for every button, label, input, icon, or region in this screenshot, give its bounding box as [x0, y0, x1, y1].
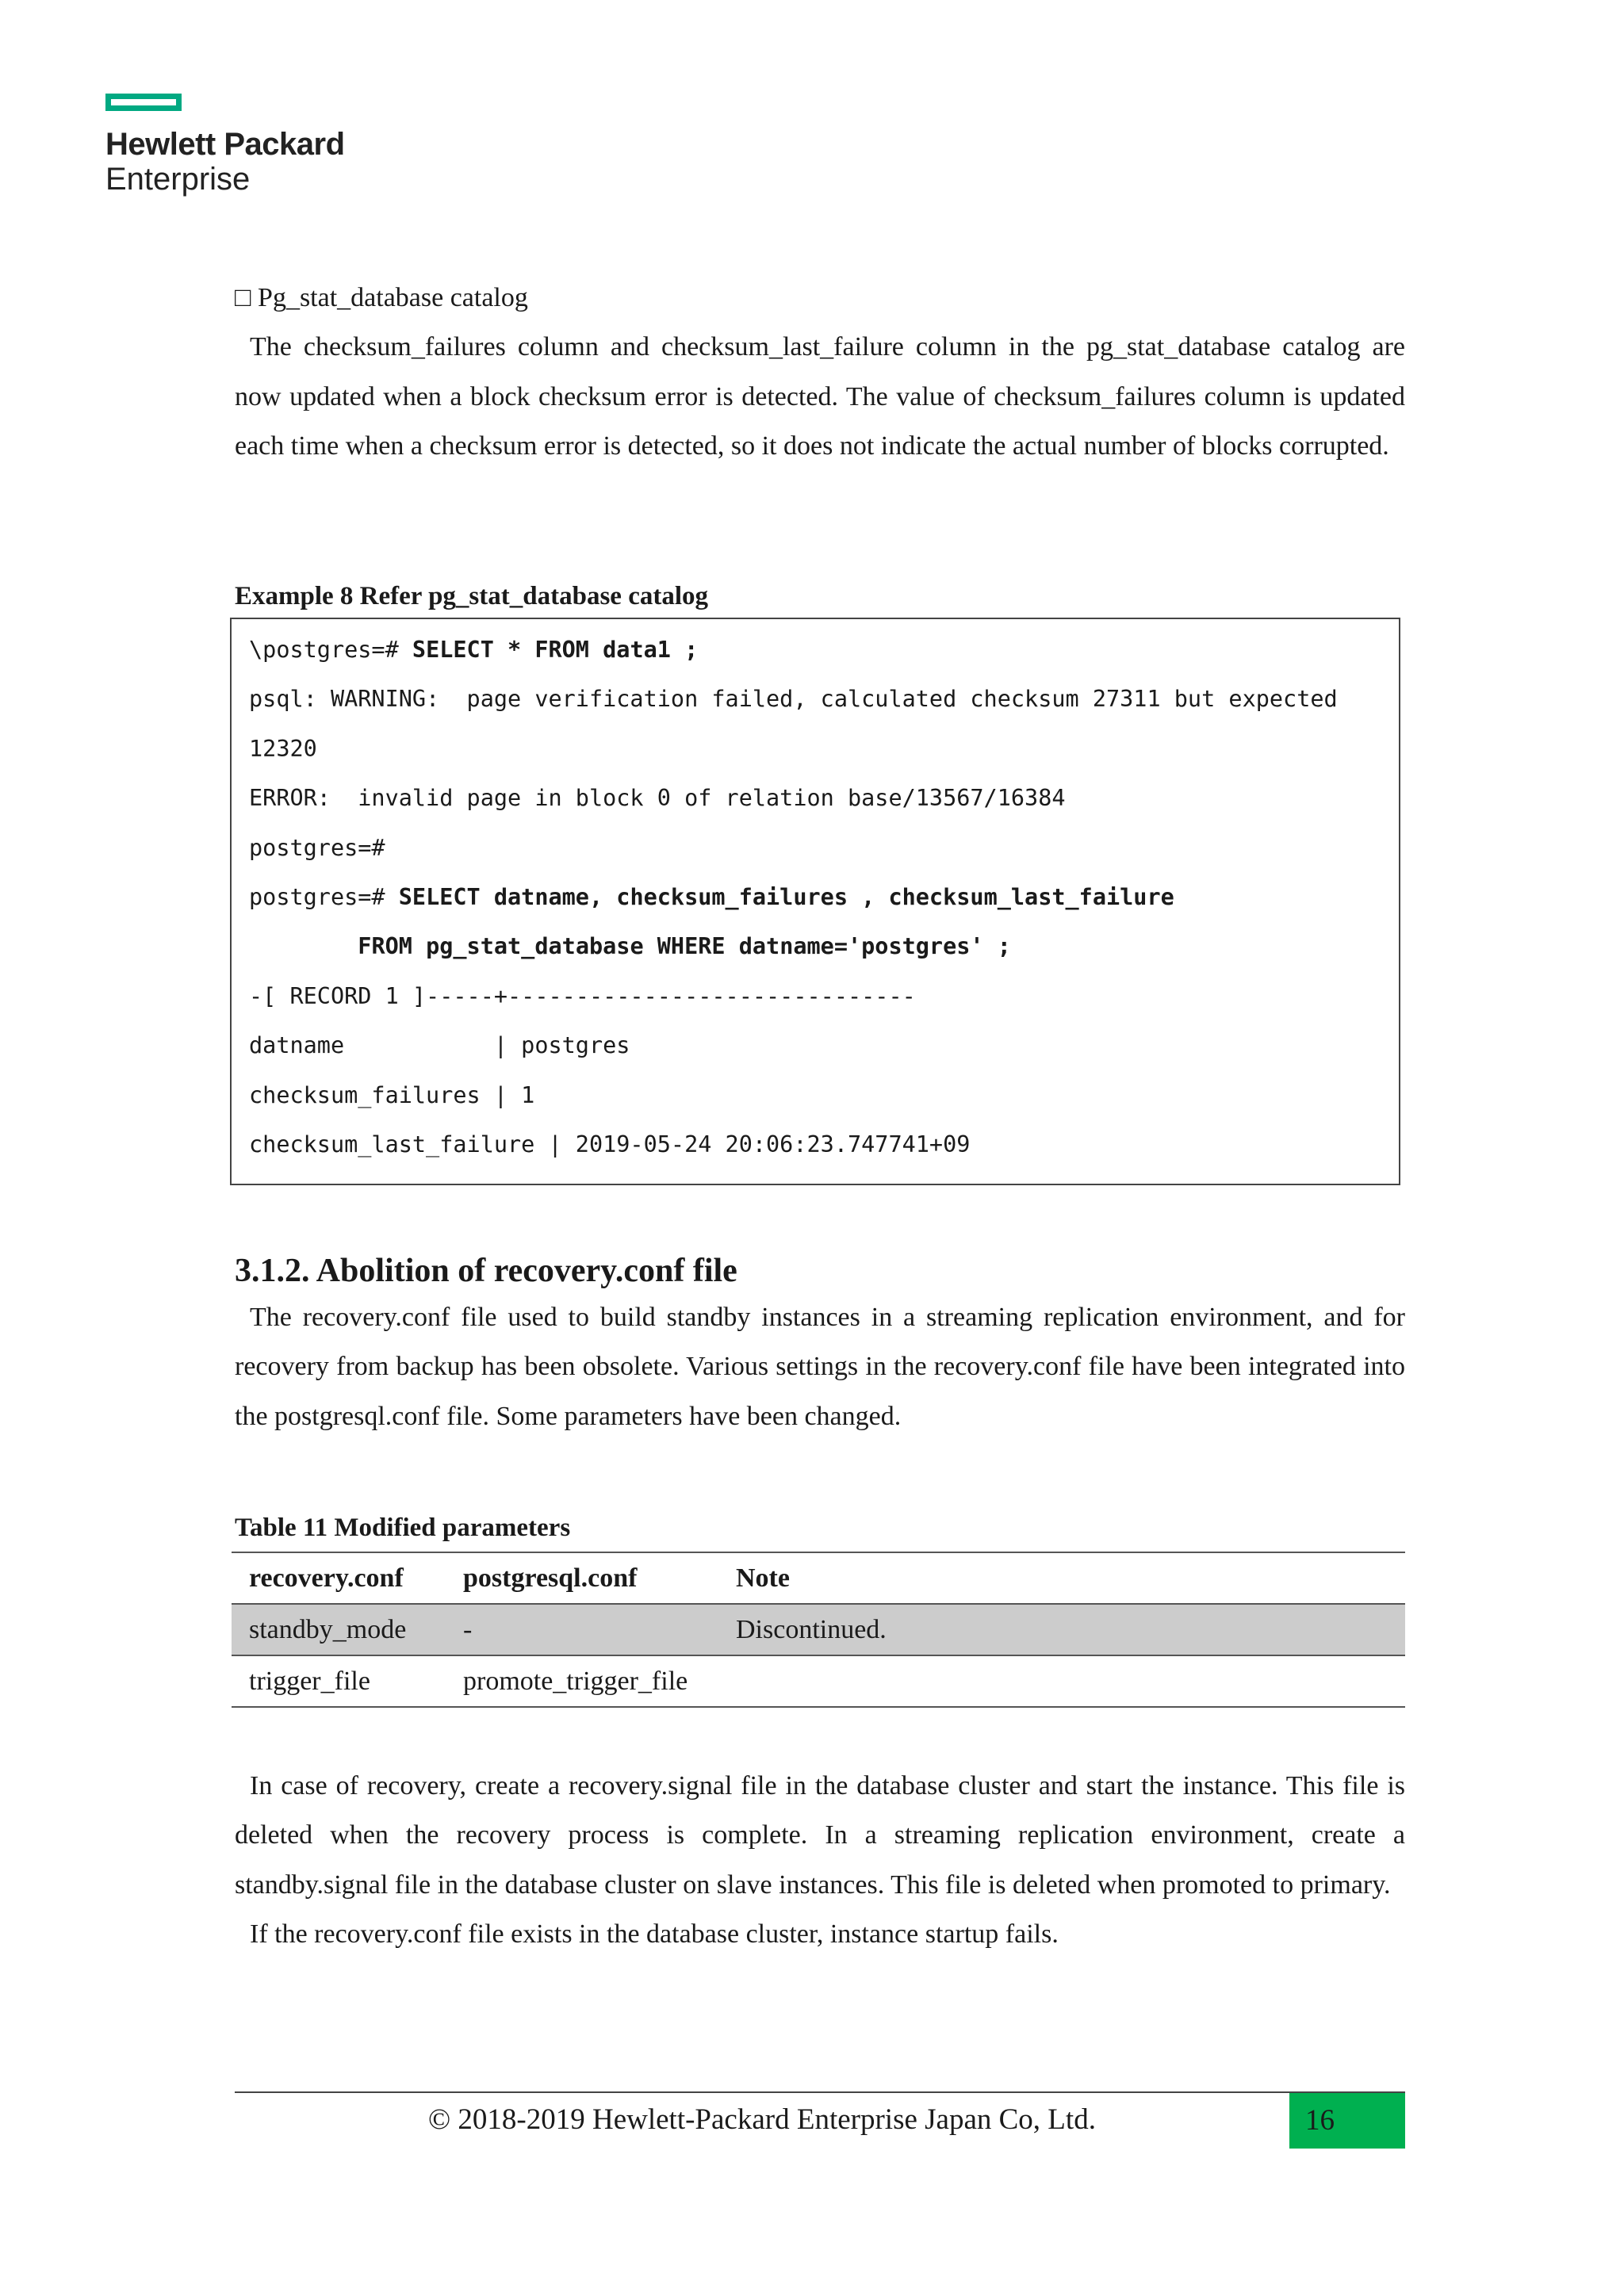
- section-heading: 3.1.2. Abolition of recovery.conf file: [235, 1253, 737, 1289]
- footer-divider: [235, 2091, 1405, 2093]
- code-line: checksum_last_failure | 2019-05-24 20:06:23.747741+09: [249, 1131, 971, 1158]
- catalog-bullet: □ Pg_stat_database catalog: [235, 283, 528, 312]
- logo-text-line1: Hewlett Packard: [105, 127, 345, 162]
- table-row: [232, 1655, 1405, 1707]
- closing-paragraph-1: In case of recovery, create a recovery.signal file in the database cluster and start the instance. This file is deleted when the recovery process is complete. In a streaming replication environment, create a standby.signal file in the database cluster on slave instances. This file is deleted when promoted to primary.: [235, 1771, 1405, 1900]
- header-recovery-conf: recovery.conf: [249, 1563, 404, 1593]
- code-line: psql: WARNING: page verification failed, calculated checksum 27311 but expected: [249, 686, 1338, 713]
- modified-parameters-table: [232, 1552, 1405, 1708]
- table-header-row: [232, 1552, 1405, 1604]
- code-line: -[ RECORD 1 ]-----+------------------------------: [249, 982, 916, 1009]
- code-line: checksum_failures | 1: [249, 1081, 535, 1108]
- code-lines: [249, 619, 1399, 1169]
- table-caption-wrap: [235, 1510, 1405, 1545]
- code-line: ERROR: invalid page in block 0 of relation base/13567/16384: [249, 785, 1066, 812]
- code-line: postgres=#: [249, 834, 385, 861]
- recovery-section: [235, 1249, 1405, 1441]
- table-caption: Table 11 Modified parameters: [235, 1513, 571, 1542]
- page-number: 16: [1289, 2093, 1405, 2149]
- catalog-section: [235, 274, 1405, 472]
- table-cell: standby_mode: [249, 1614, 407, 1644]
- logo-text-line2: Enterprise: [105, 162, 251, 197]
- table-row: [232, 1604, 1405, 1655]
- table-cell: Discontinued.: [736, 1614, 887, 1644]
- hpe-logo-mark: [105, 94, 182, 111]
- table-cell: trigger_file: [249, 1666, 370, 1696]
- code-line: FROM pg_stat_database WHERE datname='postgres' ;: [358, 933, 1011, 960]
- code-example-box: [230, 618, 1400, 1185]
- closing-paragraph-2: If the recovery.conf file exists in the database cluster, instance startup fails.: [250, 1919, 1059, 1950]
- hpe-logo: [105, 94, 345, 197]
- example-caption: Example 8 Refer pg_stat_database catalog: [235, 582, 708, 610]
- code-line: \postgres=# SELECT * FROM data1 ;: [249, 637, 699, 663]
- recovery-paragraph: The recovery.conf file used to build standby instances in a streaming replication environment, and for recovery from backup has been obsolete. Various settings in the recovery.conf file have been integrated into the postgresql.conf file. Some parameters have been changed.: [235, 1303, 1405, 1431]
- catalog-paragraph: The checksum_failures column and checksum_last_failure column in the pg_stat_database catalog are now updated when a block checksum error is detected. The value of checksum_failures column is updated each time when a checksum error is detected, so it does not indicate the actual number of blocks corrupted.: [235, 332, 1405, 461]
- header-note: Note: [736, 1563, 790, 1593]
- code-line: postgres=# SELECT datname, checksum_failures , checksum_last_failure: [249, 883, 1174, 910]
- table-cell: [718, 1655, 1405, 1707]
- code-line: 12320: [249, 735, 317, 762]
- header-postgresql-conf: postgresql.conf: [463, 1563, 638, 1593]
- table-cell: -: [463, 1614, 473, 1644]
- closing-section: [235, 1762, 1405, 1960]
- table-cell: promote_trigger_file: [463, 1666, 688, 1696]
- footer-copyright: © 2018-2019 Hewlett-Packard Enterprise Japan Co, Ltd.: [428, 2103, 1096, 2136]
- code-line: datname | postgres: [249, 1032, 630, 1059]
- example-caption-wrap: [235, 579, 1405, 614]
